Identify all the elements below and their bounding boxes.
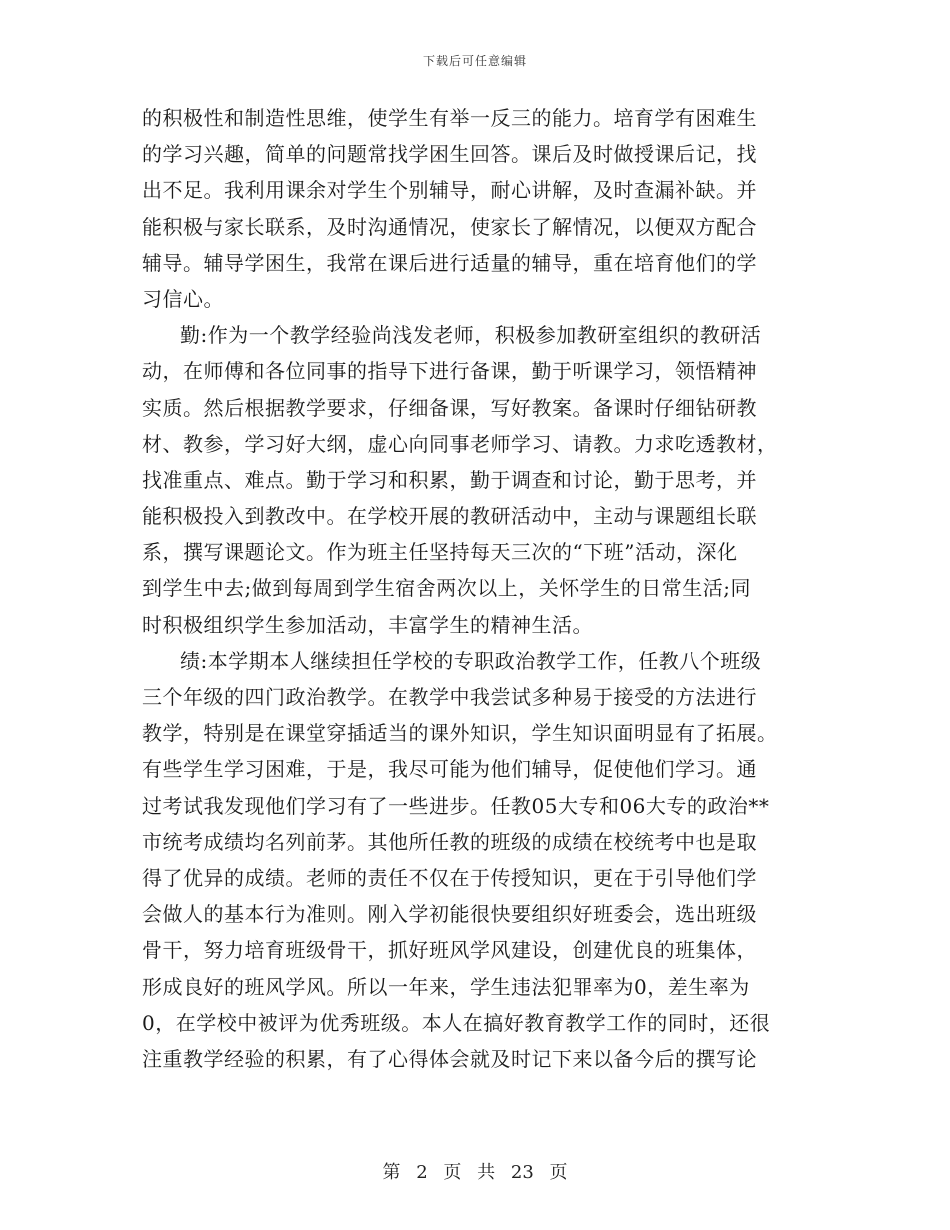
- body-line: 注重教学经验的积累，有了心得体会就及时记下来以备今后的撰写论: [142, 1046, 757, 1071]
- page-header-note: 下载后可任意编辑: [422, 54, 527, 68]
- body-line: 能积极投入到教改中。在学校开展的教研活动中，主动与课题组长联: [142, 504, 757, 529]
- page-label-prefix: 第: [382, 1162, 401, 1183]
- body-line: 习信心。: [142, 286, 224, 311]
- body-line: 辅导。辅导学困生，我常在课后进行适量的辅导，重在培育他们的学: [142, 250, 757, 275]
- body-line: 0，在学校中被评为优秀班级。本人在搞好教育教学工作的同时，还很: [142, 1010, 771, 1035]
- paragraph-start-line: 勤:作为一个教学经验尚浅发老师，积极参加教研室组织的教研活: [180, 323, 762, 348]
- body-line: 得了优异的成绩。老师的责任不仅在于传授知识，更在于引导他们学: [142, 865, 757, 890]
- body-line: 三个年级的四门政治教学。在教学中我尝试多种易于接受的方法进行: [142, 685, 757, 709]
- total-label: 共: [477, 1162, 496, 1183]
- body-line: 形成良好的班风学风。所以一年来，学生违法犯罪率为0，差生率为: [142, 974, 750, 999]
- current-page-number: 2: [416, 1162, 428, 1183]
- body-line: 系，撰写课题论文。作为班主任坚持每天三次的“下班”活动，深化: [142, 540, 738, 565]
- body-line: 实质。然后根据教学要求，仔细备课，写好教案。备课时仔细钻研教: [142, 395, 757, 420]
- body-line: 找准重点、难点。勤于学习和积累，勤于调查和讨论，勤于思考，并: [142, 467, 757, 492]
- body-line: 动，在师傅和各位同事的指导下进行备课，勤于听课学习，领悟精神: [142, 359, 757, 384]
- total-pages-number: 23: [510, 1162, 534, 1183]
- page-number-footer: [0, 1158, 950, 1184]
- body-line: 有些学生学习困难，于是，我尽可能为他们辅导，促使他们学习。通: [142, 757, 757, 782]
- body-line: 市统考成绩均名列前茅。其他所任教的班级的成绩在校统考中也是取: [142, 829, 757, 854]
- body-line: 教学，特别是在课堂穿插适当的课外知识，学生知识面明显有了拓展。: [142, 721, 778, 746]
- body-line: 过考试我发现他们学习有了一些进步。任教05大专和06大专的政治**: [142, 793, 770, 818]
- body-line: 出不足。我利用课余对学生个别辅导，耐心讲解，及时查漏补缺。并: [142, 178, 757, 203]
- body-line: 的积极性和制造性思维，使学生有举一反三的能力。培育学有困难生: [142, 106, 757, 130]
- paragraph-start-line: 绩:本学期本人继续担任学校的专职政治教学工作，任教八个班级: [180, 648, 762, 673]
- body-line: 骨干，努力培育班级骨干，抓好班风学风建设，创建优良的班集体，: [142, 938, 757, 963]
- body-line: 的学习兴趣，简单的问题常找学困生回答。课后及时做授课后记，找: [142, 142, 757, 167]
- body-line: 时积极组织学生参加活动，丰富学生的精神生活。: [142, 612, 593, 637]
- page-label-mid: 页: [443, 1162, 462, 1183]
- document-body: [142, 100, 812, 1077]
- body-line: 材、教参，学习好大纲，虚心向同事老师学习、请教。力求吃透教材，: [142, 431, 778, 456]
- body-line: 会做人的基本行为准则。刚入学初能很快要组织好班委会，选出班级: [142, 902, 757, 927]
- page-label-suffix: 页: [549, 1162, 568, 1183]
- body-line: 到学生中去;做到每周到学生宿舍两次以上，关怀学生的日常生活;同: [142, 576, 751, 601]
- body-line: 能积极与家长联系，及时沟通情况，使家长了解情况，以便双方配合: [142, 214, 757, 239]
